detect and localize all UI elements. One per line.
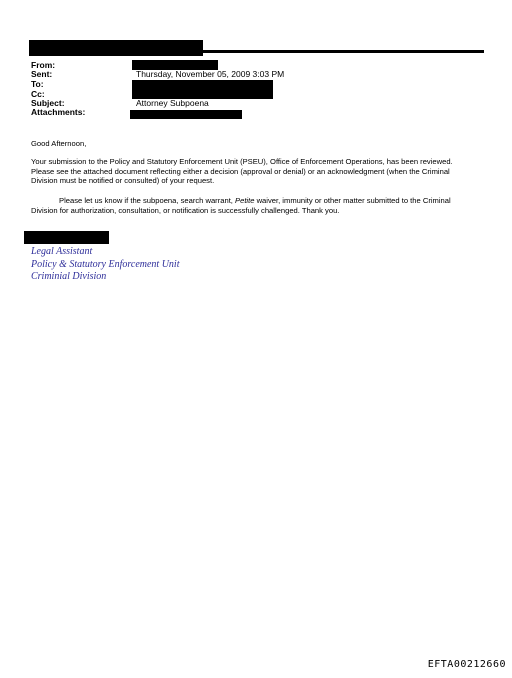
paragraph-2-text-a: Please let us know if the subpoena, search warrant,	[59, 196, 236, 205]
subject-label: Subject:	[31, 98, 65, 108]
subject-value: Attorney Subpoena	[136, 98, 209, 108]
signature-title: Legal Assistant	[31, 246, 93, 257]
from-label: From:	[31, 60, 56, 70]
sent-value: Thursday, November 05, 2009 3:03 PM	[136, 69, 285, 79]
signature-division: Criminial Division	[31, 271, 107, 282]
signature-block	[31, 246, 180, 284]
header-rule	[203, 50, 484, 53]
document-id: EFTA00212660	[427, 659, 506, 670]
paragraph-2-text-b: waiver, immunity or other matter submitted to the Criminal Division for authorization, consultation, or notification is successfully challenged. Thank you.	[31, 196, 451, 215]
redacted-to	[132, 80, 273, 99]
redacted-signature-name	[24, 231, 109, 244]
attachments-label: Attachments:	[31, 107, 86, 117]
paragraph-2-italic: Petite	[235, 196, 255, 205]
redacted-attachments	[130, 110, 242, 119]
body-paragraph-2	[31, 196, 471, 215]
sent-label: Sent:	[31, 69, 53, 79]
to-label: To:	[31, 79, 44, 89]
body-paragraph-1: Your submission to the Policy and Statutory Enforcement Unit (PSEU), Office of Enforcement Operations, has been reviewed. Please see the attached document reflecting either a decision (approval or denial) or an acknowledgment (when the Criminal Division must be notified or consulted) of your request.	[31, 157, 453, 186]
signature-unit: Policy & Statutory Enforcement Unit	[31, 258, 180, 270]
cc-label: Cc:	[31, 89, 45, 99]
redacted-header-name	[29, 40, 203, 56]
greeting: Good Afternoon,	[31, 139, 87, 148]
